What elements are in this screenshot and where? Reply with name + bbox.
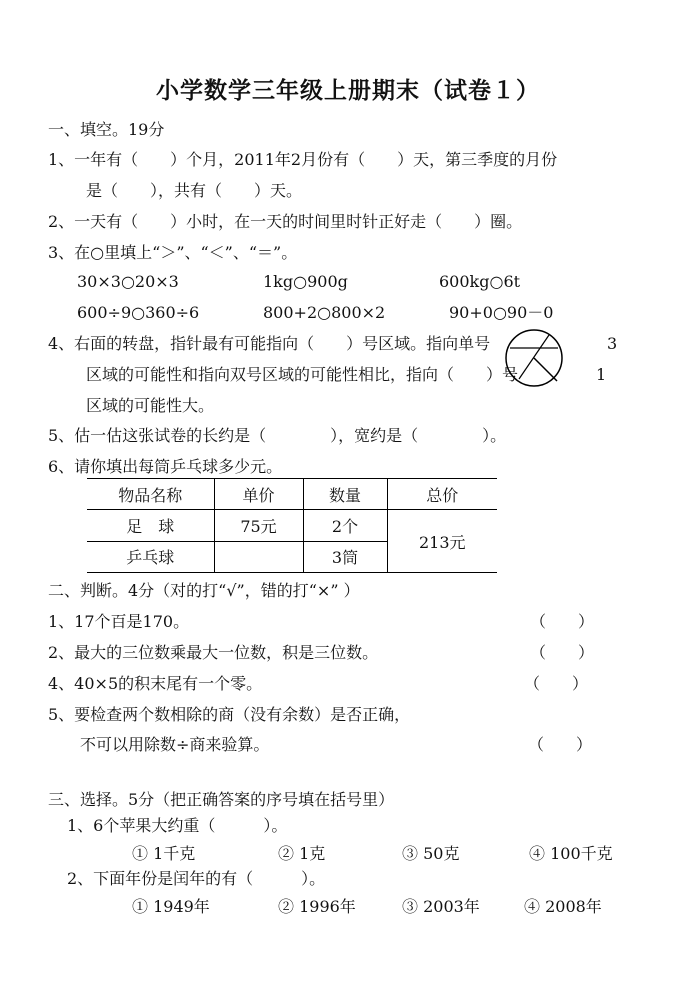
choice-option: ① 1949年 (132, 897, 210, 916)
question-4-line-1: 4、右面的转盘，指针最有可能指向（ ）号区域。指向单号 (48, 334, 491, 353)
table-header-cell: 数量 (303, 479, 387, 510)
table-header-cell: 总价 (387, 479, 497, 510)
table-cell: 75元 (214, 510, 303, 541)
section-3-header: 三、选择。5分（把正确答案的序号填在括号里） (48, 790, 395, 809)
question-3: 3、在○里填上“＞”、“＜”、“＝”。 (48, 243, 298, 262)
choice-question-1: 1、6个苹果大约重（ ）。 (67, 816, 288, 835)
table-total-cell: 213元 (387, 510, 497, 572)
choice-question-2: 2、下面年份是闰年的有（ ）。 (67, 869, 326, 888)
compare-item: 800+2○800×2 (263, 303, 386, 322)
question-4-line-2: 区域的可能性和指向双号区域的可能性相比，指向（ ）号 (86, 365, 519, 384)
table-header-row (87, 479, 497, 510)
answer-bracket: （ ） (530, 643, 595, 662)
question-2: 2、一天有（ ）小时，在一天的时间里时针正好走（ ）圈。 (48, 212, 523, 231)
table-cell: 2个 (303, 510, 387, 541)
choice-option: ② 1克 (278, 844, 326, 863)
spinner-label: 3 (607, 334, 618, 353)
section-1-header: 一、填空。19分 (48, 120, 165, 139)
table-row (87, 510, 497, 541)
judge-item: 4、40×5的积末尾有一个零。 (48, 674, 263, 693)
spinner-label: 1 (596, 365, 607, 384)
answer-bracket: （ ） (524, 674, 589, 693)
table-header-cell: 物品名称 (118, 485, 183, 505)
price-table (87, 478, 497, 573)
question-1-line-1: 1、一年有（ ）个月，2011年2月份有（ ）天，第三季度的月份 (48, 150, 558, 169)
page-title: 小学数学三年级上册期末（试卷１） (156, 77, 540, 104)
spinner-icon (503, 327, 565, 389)
judge-item: 1、17个百是170。 (48, 612, 190, 631)
judge-item: 5、要检查两个数相除的商（没有余数）是否正确， (48, 705, 411, 724)
answer-bracket: （ ） (530, 612, 595, 631)
choice-option: ④ 100千克 (529, 844, 613, 863)
choice-option: ② 1996年 (278, 897, 356, 916)
choice-option: ① 1千克 (132, 844, 196, 863)
compare-item: 1kg○900g (263, 272, 348, 291)
section-2-header: 二、判断。4分（对的打“√”，错的打“×” ） (48, 581, 360, 600)
choice-option: ④ 2008年 (524, 897, 602, 916)
question-4-line-3: 区域的可能性大。 (86, 396, 215, 415)
choice-option: ③ 50克 (402, 844, 460, 863)
table-cell: 乒乓球 (87, 541, 214, 572)
table-cell: 足 球 (87, 510, 214, 541)
judge-item: 2、最大的三位数乘最大一位数，积是三位数。 (48, 643, 379, 662)
compare-item: 600÷9○360÷6 (77, 303, 200, 322)
question-5: 5、估一估这张试卷的长约是（ ），宽约是（ ）。 (48, 426, 507, 445)
compare-item: 30×3○20×3 (77, 272, 179, 291)
question-6: 6、请你填出每筒乒乓球多少元。 (48, 457, 283, 476)
question-1-line-2: 是（ ），共有（ ）天。 (86, 181, 303, 200)
judge-item-continued: 不可以用除数÷商来验算。 (80, 735, 270, 754)
compare-item: 600kg○6t (439, 272, 521, 291)
choice-option: ③ 2003年 (402, 897, 480, 916)
table-cell-blank (214, 541, 303, 572)
table-header-cell: 单价 (214, 479, 303, 510)
table-cell: 3筒 (303, 541, 387, 572)
compare-item: 90+0○90－0 (449, 303, 554, 322)
answer-bracket: （ ） (528, 735, 593, 754)
